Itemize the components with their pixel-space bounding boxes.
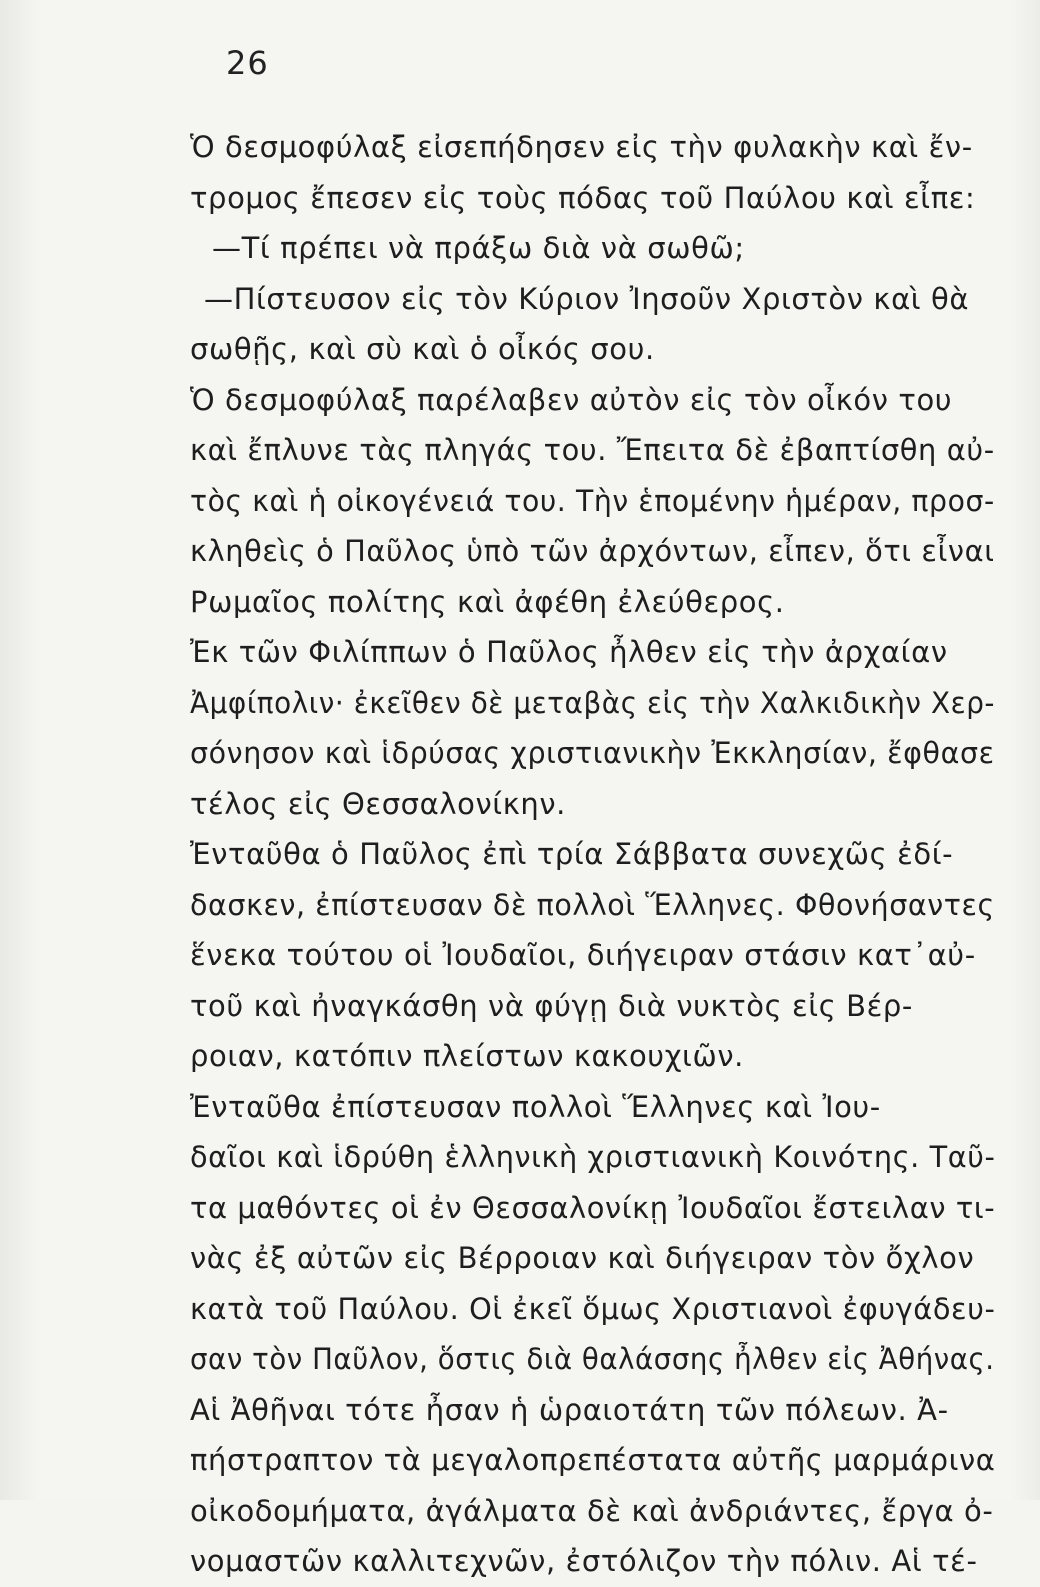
text-line: τὸς καὶ ἡ οἰκογένειά του. Τὴν ἑπομένην ἡμέραν, προσ- xyxy=(190,483,995,518)
text-line: κληθεὶς ὁ Παῦλος ὑπὸ τῶν ἀρχόντων, εἶπεν, ὅτι εἶναι xyxy=(190,534,995,568)
text-line: κατὰ τοῦ Παύλου. Οἱ ἐκεῖ ὅμως Χριστιανοὶ ἐφυγάδευ- xyxy=(190,1291,996,1326)
text-line: τα μαθόντες οἱ ἐν Θεσσαλονίκῃ Ἰουδαῖοι ἔστειλαν τι- xyxy=(190,1190,996,1225)
text-line: τοῦ καὶ ἠναγκάσθη νὰ φύγῃ διὰ νυκτὸς εἰς Βέρ- xyxy=(190,988,913,1023)
text-line: Ἀμφίπολιν· ἐκεῖθεν δὲ μεταβὰς εἰς τὴν Χαλκιδικὴν Χερ- xyxy=(190,685,996,720)
text-line: Ὁ δεσμοφύλαξ παρέλαβεν αὐτὸν εἰς τὸν οἶκόν του xyxy=(190,382,953,417)
text-line: σόνησον καὶ ἱδρύσας χριστιανικὴν Ἐκκλησίαν, ἔφθασε xyxy=(190,736,995,770)
text-line: νομαστῶν καλλιτεχνῶν, ἐστόλιζον τὴν πόλιν. Αἱ τέ- xyxy=(190,1544,978,1578)
text-line: Αἱ Ἀθῆναι τότε ἦσαν ἡ ὡραιοτάτη τῶν πόλεων. Ἀ- xyxy=(190,1392,949,1427)
text-line: ροιαν, κατόπιν πλείστων κακουχιῶν. xyxy=(190,1039,744,1073)
text-line: σωθῇς, καὶ σὺ καὶ ὁ οἶκός σου. xyxy=(190,332,655,366)
text-line: δασκεν, ἐπίστευσαν δὲ πολλοὶ Ἕλληνες. Φθονήσαντες xyxy=(190,887,995,922)
text-line: σαν τὸν Παῦλον, ὅστις διὰ θαλάσσης ἦλθεν εἰς Ἀθήνας. xyxy=(190,1342,995,1376)
text-line: οἰκοδομήματα, ἀγάλματα δὲ καὶ ἀνδριάντες, ἔργα ὀ- xyxy=(190,1493,994,1528)
text-line: Ὁ δεσμοφύλαξ εἰσεπήδησεν εἰς τὴν φυλακὴν καὶ ἔν- xyxy=(190,130,973,164)
text-line: —Τί πρέπει νὰ πράξω διὰ νὰ σωθῶ; xyxy=(212,231,745,265)
text-line: δαῖοι καὶ ἱδρύθη ἑλληνικὴ χριστιανικὴ Κοινότης. Ταῦ- xyxy=(190,1140,996,1174)
text-line: —Πίστευσον εἰς τὸν Κύριον Ἰησοῦν Χριστὸν καὶ θὰ xyxy=(204,281,970,316)
text-line: Ἐνταῦθα ἐπίστευσαν πολλοὶ Ἕλληνες καὶ Ἰου- xyxy=(190,1089,881,1124)
text-line: πήστραπτον τὰ μεγαλοπρεπέστατα αὐτῆς μαρμάρινα xyxy=(190,1443,996,1477)
text-line: ἕνεκα τούτου οἱ Ἰουδαῖοι, διήγειραν στάσιν κατ᾿αὐ- xyxy=(190,938,976,972)
text-line: καὶ ἔπλυνε τὰς πληγάς του. Ἔπειτα δὲ ἐβαπτίσθη αὐ- xyxy=(190,433,995,467)
text-line: τρομος ἔπεσεν εἰς τοὺς πόδας τοῦ Παύλου καὶ εἶπε: xyxy=(190,180,976,215)
body-text xyxy=(190,122,995,1587)
text-line: Ἐκ τῶν Φιλίππων ὁ Παῦλος ἦλθεν εἰς τὴν ἀρχαίαν xyxy=(190,635,948,669)
page-number: 26 xyxy=(226,44,269,82)
text-line: Ἐνταῦθα ὁ Παῦλος ἐπὶ τρία Σάββατα συνεχῶς ἐδί- xyxy=(190,837,954,871)
text-line: Ρωμαῖος πολίτης καὶ ἀφέθη ἐλεύθερος. xyxy=(190,584,785,619)
text-line: τέλος εἰς Θεσσαλονίκην. xyxy=(190,786,566,821)
text-line: νὰς ἐξ αὐτῶν εἰς Βέρροιαν καὶ διήγειραν τὸν ὄχλον xyxy=(190,1241,975,1275)
